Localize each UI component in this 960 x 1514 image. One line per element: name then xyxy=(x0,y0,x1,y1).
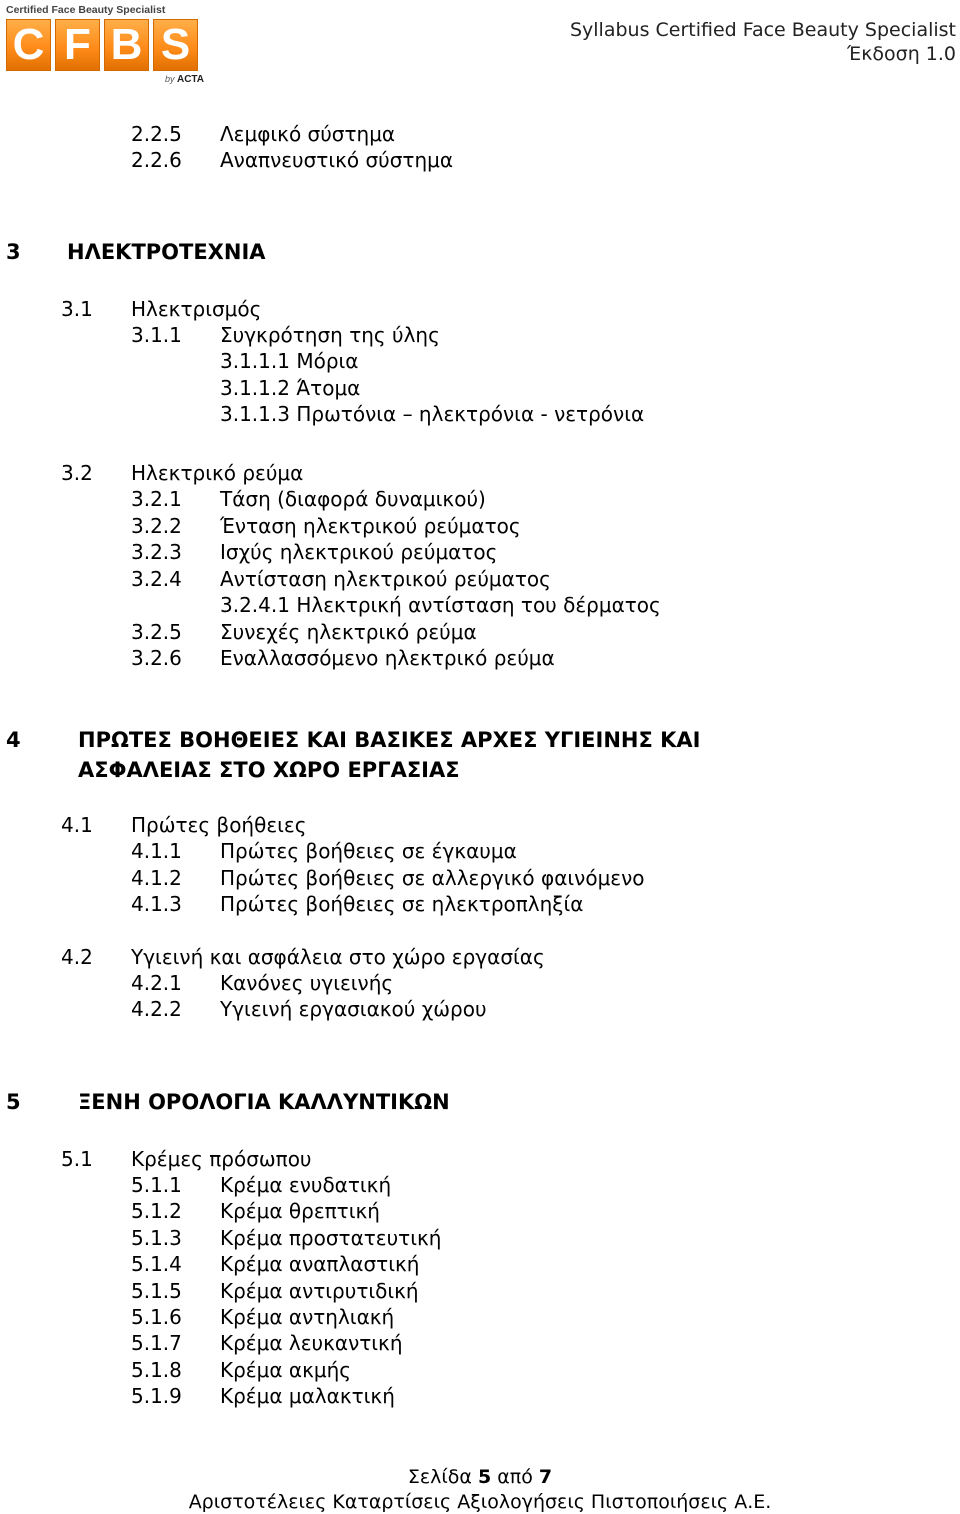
item-text: Τάση (διαφορά δυναμικού) xyxy=(220,487,486,511)
page-number xyxy=(0,1465,960,1489)
item-text: Ένταση ηλεκτρικού ρεύματος xyxy=(220,514,521,538)
item-number: 4.2 xyxy=(61,945,93,969)
header-title: Syllabus Certified Face Beauty Specialist xyxy=(569,19,956,41)
item-number: 4.1.1 xyxy=(131,839,182,863)
header-edition: Έκδοση 1.0 xyxy=(847,43,956,65)
item-number: 5.1.5 xyxy=(131,1279,182,1303)
item-number: 5.1.7 xyxy=(131,1331,182,1355)
item-text: 3.1.1.3 Πρωτόνια – ηλεκτρόνια - νετρόνια xyxy=(220,402,645,426)
section-number: 4 xyxy=(6,728,21,752)
item-text: Κρέμα μαλακτική xyxy=(220,1384,395,1408)
logo-letter-c: C xyxy=(6,19,51,71)
item-text: Συγκρότηση της ύλης xyxy=(220,323,440,347)
item-number: 4.2.1 xyxy=(131,971,182,995)
page-current: 5 xyxy=(478,1466,492,1488)
item-text: Κρέμα αναπλαστική xyxy=(220,1252,420,1276)
section-title: ΗΛΕΚΤΡΟΤΕΧΝΙΑ xyxy=(67,240,266,264)
page-total: 7 xyxy=(538,1466,553,1488)
item-text: Ηλεκτρικό ρεύμα xyxy=(131,461,304,485)
item-number: 4.1.2 xyxy=(131,866,182,890)
cfbs-logo xyxy=(6,4,206,86)
item-text: Κρέμα αντηλιακή xyxy=(220,1305,395,1329)
item-text: 3.1.1.2 Άτομα xyxy=(220,376,361,400)
item-text: Υγιεινή και ασφάλεια στο χώρο εργασίας xyxy=(131,945,545,969)
item-number: 3.2.5 xyxy=(131,620,182,644)
item-number: 4.1 xyxy=(61,813,93,837)
item-number: 3.2 xyxy=(61,461,93,485)
item-text: Κρέμα θρεπτική xyxy=(220,1199,380,1223)
item-number: 3.2.6 xyxy=(131,646,182,670)
company-name: Αριστοτέλειες Καταρτίσεις Αξιολογήσεις Πιστοποιήσεις Α.Ε. xyxy=(188,1491,772,1513)
item-number: 5.1.4 xyxy=(131,1252,182,1276)
item-text: Συνεχές ηλεκτρικό ρεύμα xyxy=(220,620,477,644)
logo-letter-s: S xyxy=(153,19,198,71)
item-number: 5.1.8 xyxy=(131,1358,182,1382)
item-text: Πρώτες βοήθειες xyxy=(131,813,307,837)
section-number: 5 xyxy=(6,1090,21,1114)
logo-letters xyxy=(6,19,198,71)
item-number: 5.1.9 xyxy=(131,1384,182,1408)
item-number: 4.2.2 xyxy=(131,997,182,1021)
logo-letter-f: F xyxy=(55,19,100,71)
item-number: 2.2.5 xyxy=(131,122,182,146)
logo-byline xyxy=(165,74,204,85)
item-number: 3.1.1 xyxy=(131,323,182,347)
item-text: Υγιεινή εργασιακού χώρου xyxy=(220,997,487,1021)
item-number: 3.2.2 xyxy=(131,514,182,538)
item-number: 3.2.4 xyxy=(131,567,182,591)
logo-tagline: Certified Face Beauty Specialist xyxy=(6,4,166,16)
item-number: 3.2.1 xyxy=(131,487,182,511)
item-text: Ισχύς ηλεκτρικού ρεύματος xyxy=(220,540,498,564)
item-text: Κρέμες πρόσωπου xyxy=(131,1147,312,1171)
item-number: 5.1.2 xyxy=(131,1199,182,1223)
header-info xyxy=(570,18,956,66)
item-text: Πρώτες βοήθειες σε έγκαυμα xyxy=(220,839,517,863)
item-number: 2.2.6 xyxy=(131,148,182,172)
item-text: Κρέμα ακμής xyxy=(220,1358,351,1382)
item-text: Λεμφικό σύστημα xyxy=(220,122,396,146)
section-title: ΞΕΝΗ ΟΡΟΛΟΓΙΑ ΚΑΛΛΥΝΤΙΚΩΝ xyxy=(78,1090,450,1114)
item-text: Ηλεκτρισμός xyxy=(131,297,262,321)
item-text: Αντίσταση ηλεκτρικού ρεύματος xyxy=(220,567,551,591)
item-text: Εναλλασσόμενο ηλεκτρικό ρεύμα xyxy=(220,646,555,670)
section-title-line1: ΠΡΩΤΕΣ ΒΟΗΘΕΙΕΣ ΚΑΙ ΒΑΣΙΚΕΣ ΑΡΧΕΣ ΥΓΙΕΙΝΗΣ ΚΑΙ xyxy=(78,728,701,752)
item-number: 3.1 xyxy=(61,297,93,321)
item-number: 5.1 xyxy=(61,1147,93,1171)
item-number: 3.2.3 xyxy=(131,540,182,564)
item-text: 3.1.1.1 Μόρια xyxy=(220,349,359,373)
page-of: από xyxy=(497,1466,533,1488)
item-text: Κανόνες υγιεινής xyxy=(220,971,394,995)
item-text: Κρέμα ενυδατική xyxy=(220,1173,392,1197)
logo-brand: ACTA xyxy=(176,74,204,85)
item-text: Κρέμα λευκαντική xyxy=(220,1331,403,1355)
item-text: Κρέμα αντιρυτιδική xyxy=(220,1279,419,1303)
item-text: Αναπνευστικό σύστημα xyxy=(220,148,454,172)
item-number: 5.1.1 xyxy=(131,1173,182,1197)
item-text: Πρώτες βοήθειες σε ηλεκτροπληξία xyxy=(220,892,584,916)
item-number: 5.1.6 xyxy=(131,1305,182,1329)
logo-by: by xyxy=(165,74,175,84)
section-number: 3 xyxy=(6,240,21,264)
item-text: Κρέμα προστατευτική xyxy=(220,1226,442,1250)
page-label: Σελίδα xyxy=(407,1466,472,1488)
item-number: 4.1.3 xyxy=(131,892,182,916)
item-text: 3.2.4.1 Ηλεκτρική αντίσταση του δέρματος xyxy=(220,593,661,617)
section-title-line2: ΑΣΦΑΛΕΙΑΣ ΣΤΟ ΧΩΡΟ ΕΡΓΑΣΙΑΣ xyxy=(78,758,460,782)
item-number: 5.1.3 xyxy=(131,1226,182,1250)
logo-letter-b: B xyxy=(104,19,149,71)
item-text: Πρώτες βοήθειες σε αλλεργικό φαινόμενο xyxy=(220,866,645,890)
